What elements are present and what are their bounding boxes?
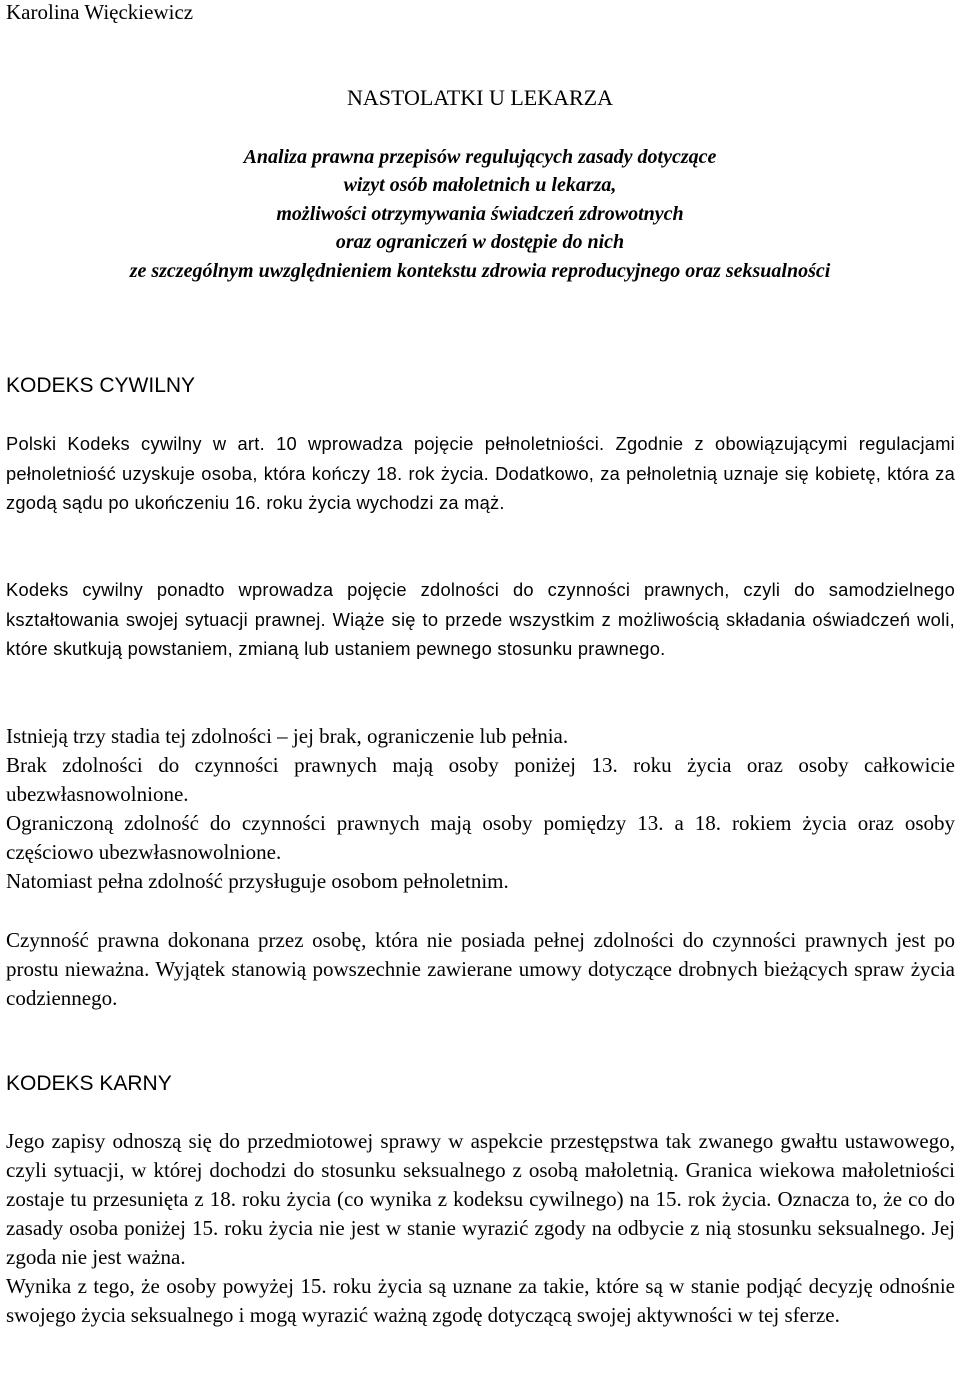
subtitle-line: ze szczególnym uwzględnieniem kontekstu zdrowia reproducyjnego oraz seksualności: [129, 259, 831, 282]
subtitle-line: wizyt osób małoletnich u lekarza,: [343, 174, 617, 197]
civil-code-paragraph-1: [6, 429, 955, 518]
paragraph: Kodeks cywilny ponadto wprowadza pojęcie zdolności do czynności prawnych, czyli do samodzielnego kształtowania swojej sytuacji prawnej. Wiąże się to przede wszystkim z możliwością składania oświadczeń woli, które skutkują powstaniem, zmianą lub ustaniem pewnego stosunku prawnego.: [6, 579, 955, 659]
paragraph: Czynność prawna dokonana przez osobę, która nie posiada pełnej zdolności do czynności prawnych jest po prostu nieważna. Wyjątek stanowią powszechnie zawierane umowy dotyczące drobnych bieżących spraw życia codziennego.: [6, 928, 955, 1010]
paragraph: Brak zdolności do czynności prawnych mają osoby poniżej 13. roku życia oraz osoby całkowicie ubezwłasnowolnione.: [6, 753, 955, 806]
civil-code-capacity-block: [6, 722, 955, 896]
document-title: NASTOLATKI U LEKARZA: [346, 85, 614, 110]
penal-code-block: [6, 1127, 955, 1330]
paragraph: Istnieją trzy stadia tej zdolności – jej brak, ograniczenie lub pełnia.: [6, 724, 569, 748]
paragraph: Ograniczoną zdolność do czynności prawnych mają osoby pomiędzy 13. a 18. rokiem życia oraz osoby częściowo ubezwłasnowolnione.: [6, 811, 955, 864]
paragraph: Polski Kodeks cywilny w art. 10 wprowadza pojęcie pełnoletniości. Zgodnie z obowiązującymi regulacjami pełnoletniość uzyskuje osoba, która kończy 18. rok życia. Dodatkowo, za pełnoletnią uznaje się kobietę, która za zgodą sądu po ukończeniu 16. roku życia wychodzi za mąż.: [6, 433, 955, 513]
document-subtitle: [0, 143, 960, 285]
subtitle-line: Analiza prawna przepisów regulujących zasady dotyczące: [243, 146, 717, 168]
subtitle-line: możliwości otrzymywania świadczeń zdrowotnych: [276, 202, 684, 225]
author-name: Karolina Więckiewicz: [6, 0, 194, 24]
paragraph: Jego zapisy odnoszą się do przedmiotowej sprawy w aspekcie przestępstwa tak zwanego gwałtu ustawowego, czyli sytuacji, w której dochodzi do stosunku seksualnego z osobą małoletnią. Granica wiekowa małoletniości zostaje tu przesunięta z 18. roku życia (co wynika z kodeksu cywilnego) na 15. rok życia. Oznacza to, że co do zasady osoba poniżej 15. roku życia nie jest w stanie wyrazić zgody na odbycie z nią stosunku seksualnego. Jej zgoda nie jest ważna.: [6, 1129, 955, 1269]
section-heading-civil-code: KODEKS CYWILNY: [6, 374, 196, 397]
paragraph: Natomiast pełna zdolność przysługuje osobom pełnoletnim.: [6, 869, 509, 893]
section-heading-penal-code: KODEKS KARNY: [6, 1072, 172, 1095]
civil-code-paragraph-2: [6, 575, 955, 664]
paragraph: Wynika z tego, że osoby powyżej 15. roku życia są uznane za takie, które są w stanie podjąć decyzję odnośnie swojego życia seksualnego i mogą wyrazić ważną zgodę dotyczącą swojej aktywności w tej sferze.: [6, 1274, 955, 1327]
subtitle-line: oraz ograniczeń w dostępie do nich: [335, 231, 625, 254]
civil-code-paragraph-legal-act: [6, 926, 955, 1013]
